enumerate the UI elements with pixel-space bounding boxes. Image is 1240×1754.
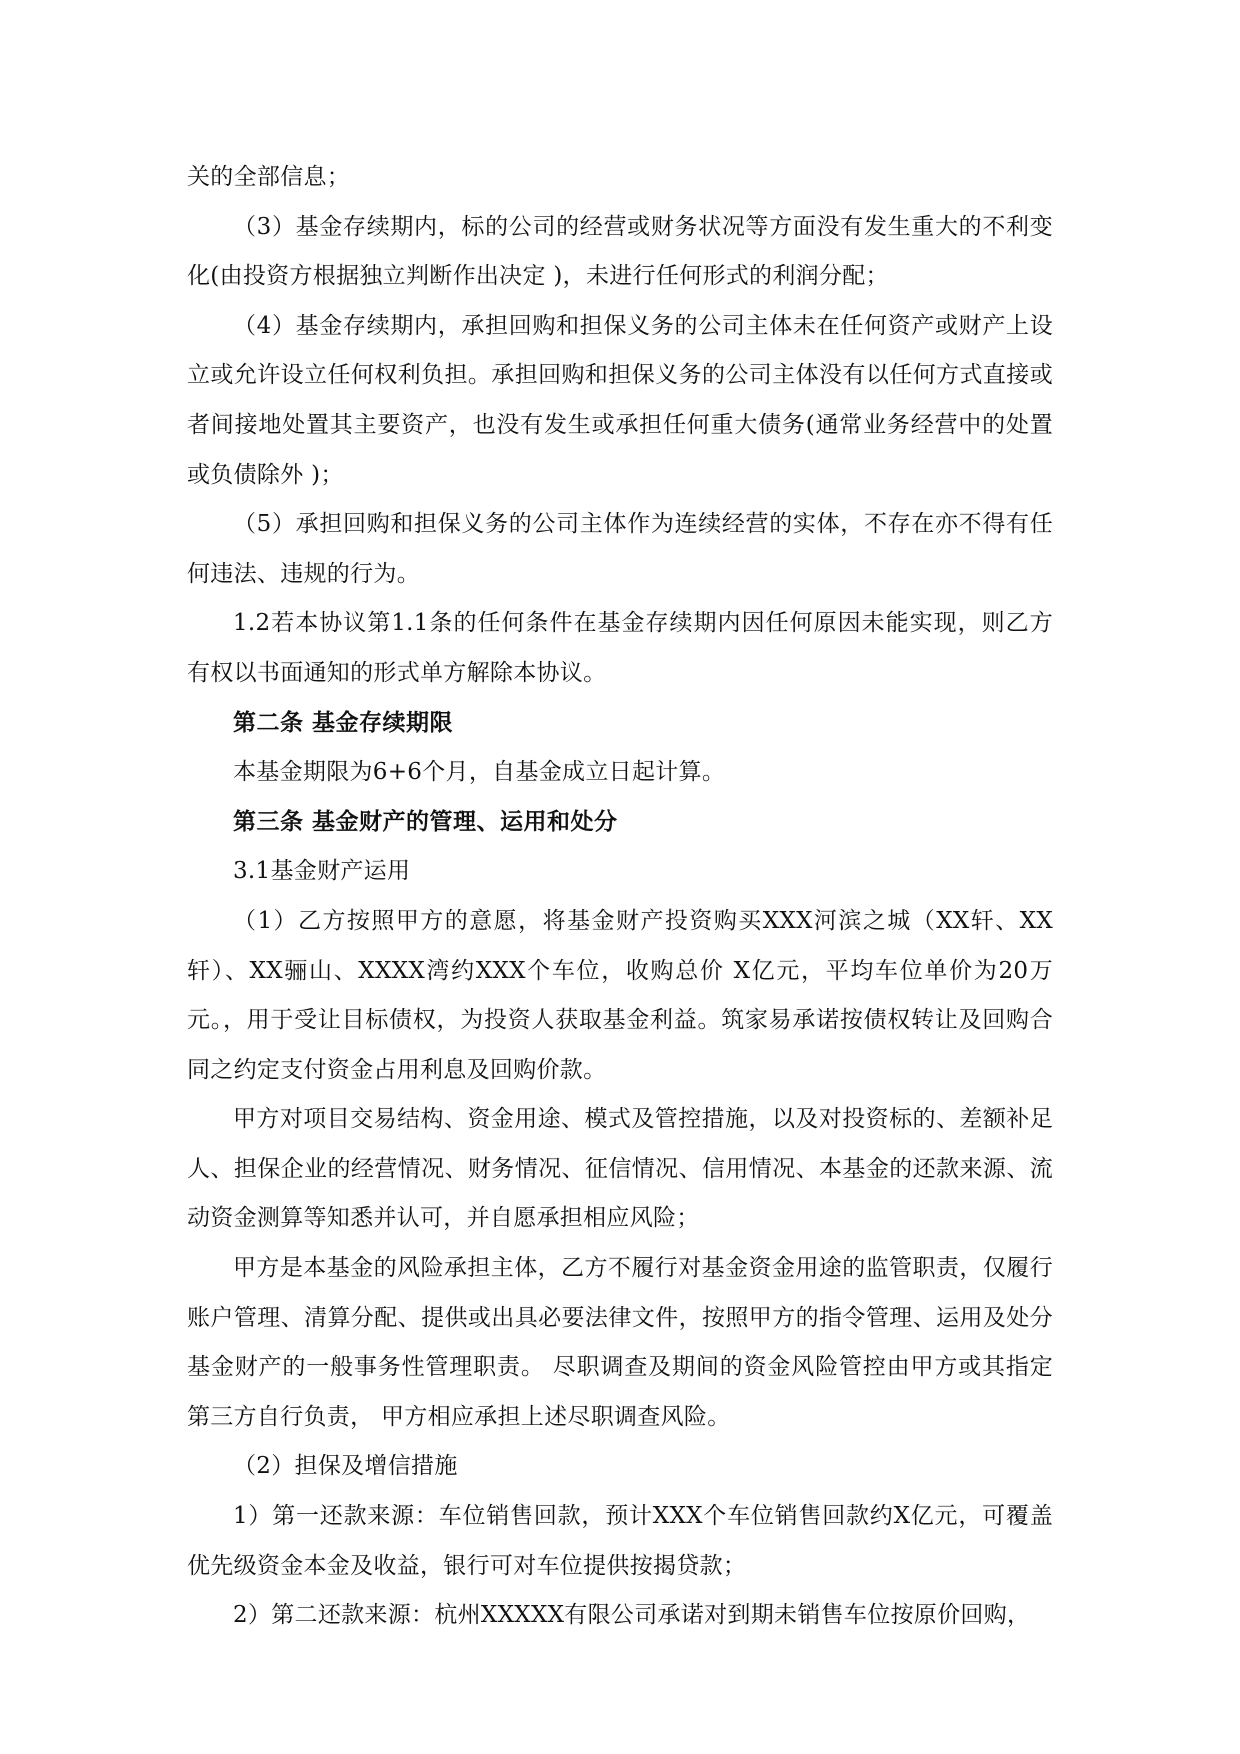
paragraph-risk-bearing: 甲方是本基金的风险承担主体，乙方不履行对基金资金用途的监管职责，仅履行账户管理、清算分配、提供或出具必要法律文件，按照甲方的指令管理、运用及处分基金财产的一般事务性管理职责。 尽职调查及期间的资金风险管控由甲方或其指定第三方自行负责， 甲方相应承担上述尽职调查风险。 <box>187 1255 1053 1430</box>
paragraph-fund-use-1: （1）乙方按照甲方的意愿，将基金财产投资购买XXX河滨之城（XX轩、XX轩）、XX骊山、XXXX湾约XXX个车位，收购总价 X亿元，平均车位单价为20万元。，用于受让目标债权，为投资人获取基金利益。筑家易承诺按债权转让及回购合同之约定支付资金占用利息及回购价款。 <box>187 907 1053 1083</box>
section-heading-article-3: 第三条 基金财产的管理、运用和处分 <box>233 808 618 835</box>
paragraph-repayment-source-1: 1）第一还款来源：车位销售回款，预计XXX个车位销售回款约X亿元，可覆盖优先级资金本金及收益，银行可对车位提供按揭贷款； <box>187 1503 1053 1579</box>
paragraph-repayment-source-2: 2）第二还款来源：杭州XXXXX有限公司承诺对到期未销售车位按原价回购， <box>233 1602 1031 1629</box>
paragraph-condition-5: （5）承担回购和担保义务的公司主体作为连续经营的实体，不存在亦不得有任何违法、违规的行为。 <box>187 511 1053 587</box>
paragraph-fund-term: 本基金期限为6+6个月，自基金成立日起计算。 <box>233 759 726 786</box>
paragraph-continuation: 关的全部信息； <box>187 164 351 190</box>
document-body <box>187 153 1053 1641</box>
paragraph-condition-3: （3）基金存续期内，标的公司的经营或财务状况等方面没有发生重大的不利变化(由投资方根据独立判断作出决定 )，未进行任何形式的利润分配； <box>187 213 1053 290</box>
paragraph-clause-1-2: 1.2若本协议第1.1条的任何条件在基金存续期内因任何原因未能实现，则乙方有权以书面通知的形式单方解除本协议。 <box>187 610 1053 686</box>
paragraph-condition-4: （4）基金存续期内，承担回购和担保义务的公司主体未在任何资产或财产上设立或允许设立任何权利负担。承担回购和担保义务的公司主体没有以任何方式直接或者间接地处置其主要资产，也没有发生或承担任何重大债务(通常业务经营中的处置或负债除外 )； <box>187 312 1053 488</box>
paragraph-party-a-acknowledgement: 甲方对项目交易结构、资金用途、模式及管控措施，以及对投资标的、差额补足人、担保企业的经营情况、财务情况、征信情况、信用情况、本基金的还款来源、流动资金测算等知悉并认可，并自愿承担相应风险； <box>187 1106 1053 1232</box>
section-heading-article-2: 第二条 基金存续期限 <box>233 709 454 736</box>
paragraph-guarantee-title: （2）担保及增信措施 <box>233 1453 458 1480</box>
subsection-title-3-1: 3.1基金财产运用 <box>233 858 411 885</box>
